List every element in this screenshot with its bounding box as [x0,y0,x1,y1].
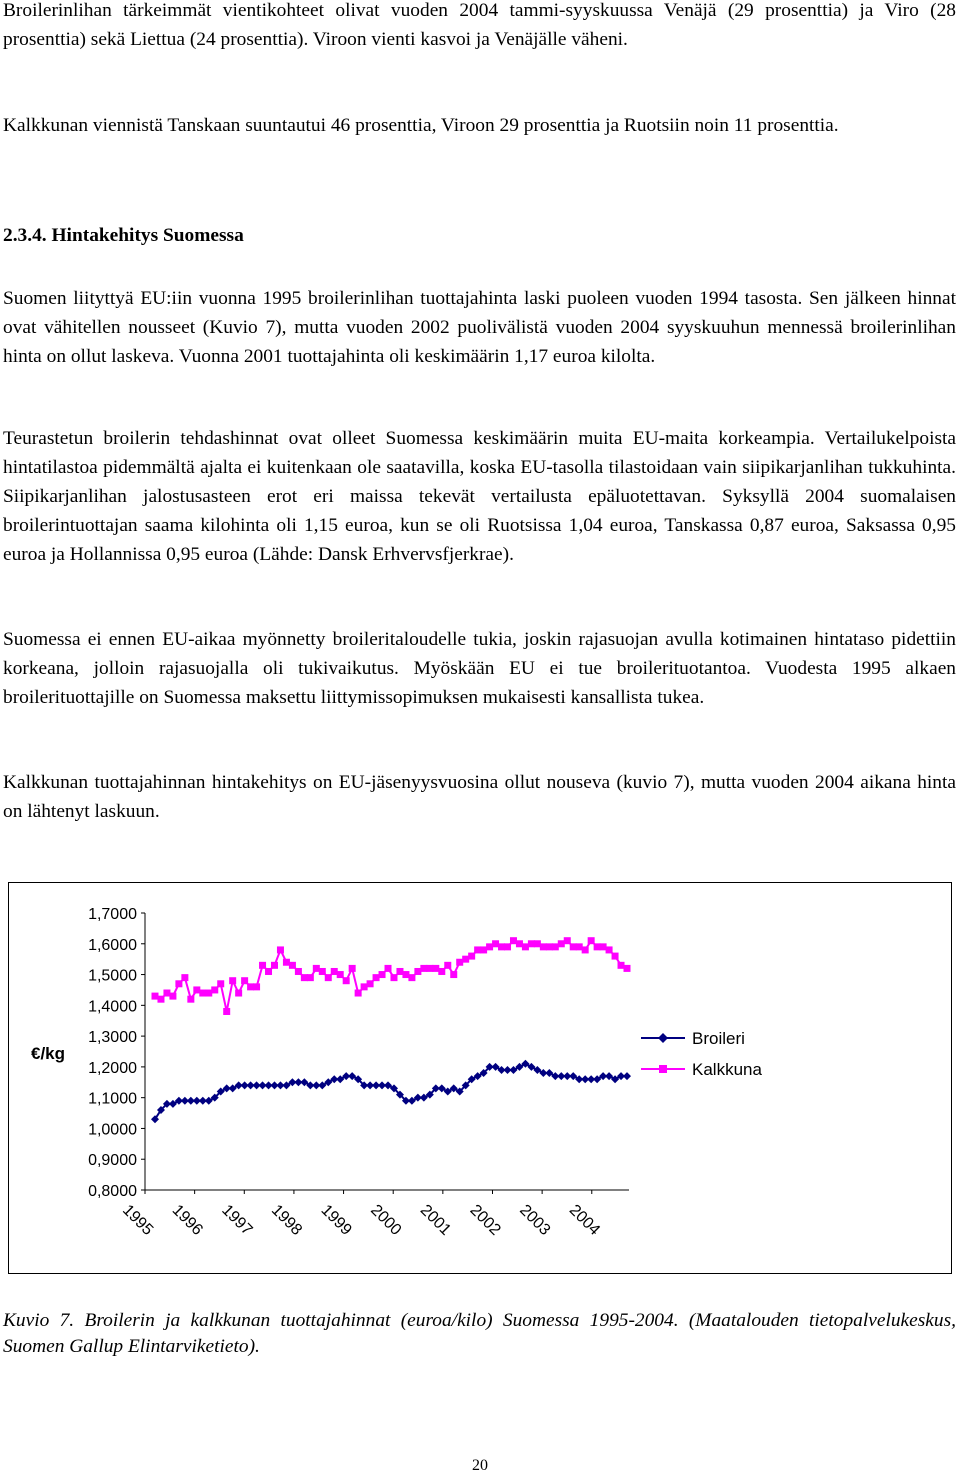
data-point-kalkkuna [325,974,332,981]
data-point-kalkkuna [319,968,326,975]
paragraph-subsidies: Suomessa ei ennen EU-aikaa myönnetty broileritaloudelle tukia, joskin rajasuojan avulla kotimainen hintataso pidettiin korkeana, jolloin rajasuojalla oli tukivaikutus. Myöskään EU ei tue broilerituotantoa. Vuodesta 1995 alkaen broilerituottajille on Suomessa maksettu liittymissopimuksen mukaisesti kansallista tukea. [3,629,956,708]
legend-marker-broileri [658,1033,668,1043]
data-point-kalkkuna [175,980,182,987]
data-point-kalkkuna [600,943,607,950]
legend-label-broileri: Broileri [692,1029,745,1048]
data-point-kalkkuna [510,937,517,944]
data-point-kalkkuna [385,965,392,972]
price-chart [8,882,952,1274]
data-point-kalkkuna [211,986,218,993]
data-point-kalkkuna [492,940,499,947]
y-tick-label: 1,4000 [88,998,137,1016]
data-point-kalkkuna [426,965,433,972]
data-point-kalkkuna [468,953,475,960]
data-point-kalkkuna [295,968,302,975]
data-point-kalkkuna [187,996,194,1003]
data-point-kalkkuna [181,974,188,981]
data-point-kalkkuna [414,968,421,975]
data-point-kalkkuna [612,953,619,960]
chart-canvas [9,883,951,1273]
caption-text: Broilerin ja kalkkunan tuottajahinnat (euroa/kilo) Suomessa 1995-2004. (Maatalouden tietopalvelukeskus, Suomen Gallup Elintarviketieto). [3,1310,956,1357]
paragraph-exports: Broilerinlihan tärkeimmät vientikohteet olivat vuoden 2004 tammi-syyskuussa Venäjä (29 prosenttia) ja Viro (28 prosenttia) sekä Liettua (24 prosenttia). Viroon vienti kasvoi ja Venäjälle väheni. [3,0,956,50]
y-tick-label: 1,6000 [88,936,137,954]
data-point-kalkkuna [277,946,284,953]
page-number: 20 [472,1457,488,1474]
x-tick-label: 2004 [565,1201,603,1239]
data-point-kalkkuna [576,943,583,950]
data-point-kalkkuna [265,968,272,975]
data-point-kalkkuna [271,962,278,969]
data-point-kalkkuna [223,1008,230,1015]
data-point-kalkkuna [199,990,206,997]
x-tick-label: 2003 [516,1201,554,1239]
data-point-kalkkuna [289,962,296,969]
data-point-kalkkuna [349,965,356,972]
data-point-kalkkuna [582,946,589,953]
data-point-kalkkuna [570,943,577,950]
data-point-kalkkuna [169,993,176,1000]
y-axis-label: €/kg [31,1044,66,1063]
data-point-kalkkuna [259,962,266,969]
y-tick-label: 1,7000 [88,906,137,923]
legend-label-kalkkuna: Kalkkuna [692,1060,762,1079]
data-point-kalkkuna [486,943,493,950]
data-point-kalkkuna [247,983,254,990]
x-tick-label: 1998 [267,1201,306,1239]
section-heading: 2.3.4. Hintakehitys Suomessa [3,225,244,246]
data-point-kalkkuna [390,974,397,981]
data-point-kalkkuna [618,962,625,969]
data-point-kalkkuna [438,968,445,975]
data-point-kalkkuna [594,943,601,950]
data-point-kalkkuna [217,980,224,987]
y-tick-label: 1,3000 [88,1029,137,1047]
paragraph-factory-prices: Teurastetun broilerin tehdashinnat ovat olleet Suomessa keskimäärin muita EU-maita korkeampia. Vertailukelpoista hintatilastoa pidemmältä ajalta ei kuitenkaan ole saatavilla, koska EU-tasolla tilastoidaan vain siipikarjanlihan tukkuhinta. Siipikarjanlihan jalostusasteen erot eri maissa tekevät vertailusta epäluotettavan. Syksyllä 2004 suomalaisen broilerintuottajan saama kilohinta oli 1,15 euroa, kun se oli Ruotsissa 1,04 euroa, Tanskassa 0,87 euroa, Saksassa 0,95 euroa ja Hollannissa 0,95 euroa (Lähde: Dansk Erhvervsfjerkrae). [3,428,956,565]
data-point-kalkkuna [540,943,547,950]
data-point-kalkkuna [432,965,439,972]
data-point-kalkkuna [558,940,565,947]
data-point-kalkkuna [253,983,260,990]
data-point-kalkkuna [379,971,386,978]
data-point-kalkkuna [504,943,511,950]
y-tick-label: 0,8000 [88,1183,137,1200]
paragraph-price-development: Suomen liityttyä EU:iin vuonna 1995 broilerinlihan tuottajahinta laski puoleen vuoden 1994 tasosta. Sen jälkeen hinnat ovat vähitellen nousseet (Kuvio 7), mutta vuoden 2002 puolivälistä vuoden 2004 syyskuuhun mennessä broilerinlihan hinta on ollut laskeva. Vuonna 2001 tuottajahinta oli keskimäärin 1,17 euroa kilolta. [3,288,956,367]
x-tick-label: 1996 [168,1201,206,1239]
data-point-broileri [623,1072,631,1080]
data-point-kalkkuna [498,943,505,950]
data-point-kalkkuna [337,971,344,978]
data-point-kalkkuna [241,977,248,984]
y-tick-label: 1,1000 [88,1090,137,1108]
data-point-kalkkuna [480,946,487,953]
data-point-kalkkuna [283,959,290,966]
data-point-kalkkuna [420,965,427,972]
data-point-kalkkuna [355,990,362,997]
x-tick-label: 2002 [466,1201,504,1239]
x-tick-label: 2000 [367,1201,405,1239]
data-point-kalkkuna [606,946,613,953]
data-point-kalkkuna [193,986,200,993]
data-point-kalkkuna [373,974,380,981]
data-point-kalkkuna [462,956,469,963]
legend-marker-kalkkuna [659,1065,667,1073]
data-point-kalkkuna [588,937,595,944]
data-point-kalkkuna [163,990,170,997]
paragraph-turkey-exports: Kalkkunan viennistä Tanskaan suuntautui 46 prosenttia, Viroon 29 prosenttia ja Ruotsiin noin 11 prosenttia. [3,115,839,136]
data-point-kalkkuna [474,946,481,953]
x-tick-label: 1997 [218,1201,256,1239]
data-point-kalkkuna [367,980,374,987]
data-point-kalkkuna [313,965,320,972]
data-point-kalkkuna [522,943,529,950]
data-point-kalkkuna [152,993,159,1000]
data-point-kalkkuna [157,996,164,1003]
x-tick-label: 1999 [317,1201,355,1239]
data-point-kalkkuna [450,971,457,978]
data-point-kalkkuna [624,965,631,972]
data-point-kalkkuna [361,983,368,990]
data-point-kalkkuna [534,940,541,947]
data-point-kalkkuna [301,974,308,981]
data-point-kalkkuna [564,937,571,944]
y-tick-label: 1,5000 [88,967,137,985]
data-point-kalkkuna [456,959,463,966]
data-point-kalkkuna [516,940,523,947]
data-point-kalkkuna [229,977,236,984]
data-point-kalkkuna [408,974,415,981]
data-point-kalkkuna [444,962,451,969]
x-tick-label: 1995 [119,1201,157,1239]
y-tick-label: 0,9000 [88,1152,137,1170]
paragraph-turkey-prices: Kalkkunan tuottajahinnan hintakehitys on EU-jäsenyysvuosina ollut nouseva (kuvio 7), mutta vuoden 2004 aikana hinta on lähtenyt laskuun. [3,772,956,822]
y-tick-label: 1,2000 [88,1059,137,1077]
figure-caption [3,1308,956,1360]
data-point-kalkkuna [552,943,559,950]
caption-label: Kuvio 7. [3,1310,75,1331]
data-point-kalkkuna [307,974,314,981]
data-point-kalkkuna [546,943,553,950]
data-point-kalkkuna [528,940,535,947]
data-point-kalkkuna [205,990,212,997]
data-point-kalkkuna [402,971,409,978]
x-tick-label: 2001 [416,1201,455,1239]
y-tick-label: 1,0000 [88,1121,137,1139]
data-point-kalkkuna [396,968,403,975]
data-point-kalkkuna [331,968,338,975]
data-point-kalkkuna [343,977,350,984]
data-point-kalkkuna [235,990,242,997]
